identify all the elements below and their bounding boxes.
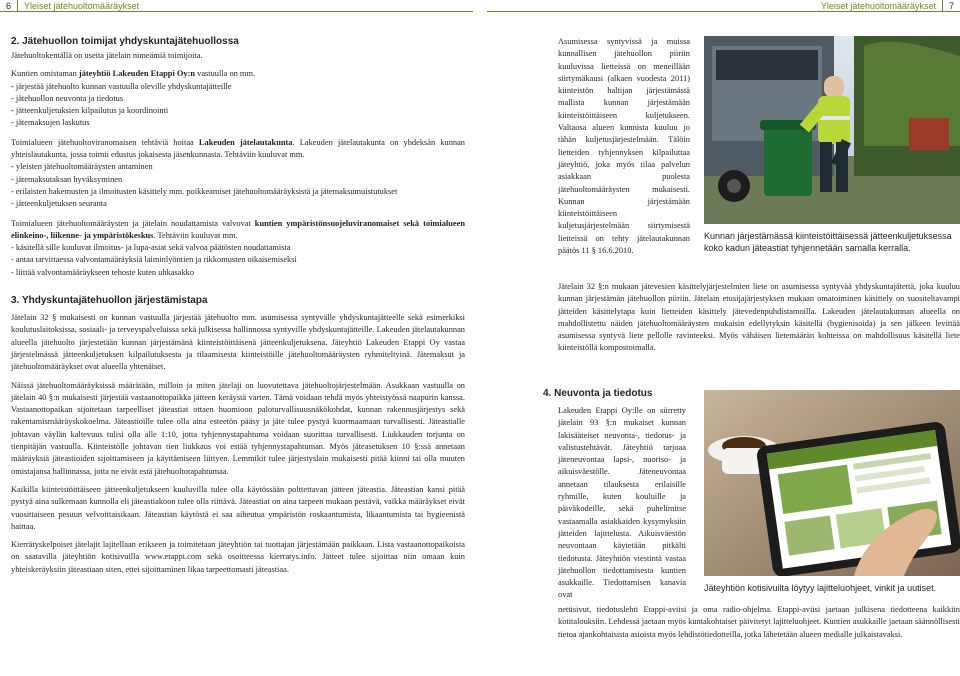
section-3-paragraph-4: Kierrätyskelpoiset jätelajit lajitellaan erikseen ja toimitetaan jäteyhtiön tai tuottajan järjestämään paikkaan. Lista vastaanottopaikoista on saatavilla jäteyhtiön kotisivuilla www.etappi.com sekä osoitteessa kierratys.info. Jätteet tulee sijoittaa niin omaan kuin yhteiskeräyksiin jäteastiaan siten, ettei sijoittaminen likaa tarpeettomasti jäteastiaa. <box>11 540 465 574</box>
list-item: - jätteenkuljetuksen seuranta <box>11 199 107 209</box>
list-item: - käsitellä sille kuuluvat ilmoitus- ja lupa-asiat sekä valvoa päätösten noudattamista <box>11 243 291 253</box>
liete-transition-paragraph: Asumisessa syntyvissä ja muissa kunnallisen jätehuollon piiriin kuuluvissa lietteissä on meneillään siirtymäkausi (alkaen vuodesta 2011) kiinteistön haltijan järjestämästä mallista kunnan järjestämään kiinteistöittäiseen kuljetukseen. Valtaosa alueen kunnista kuuluu jo tähän kuljetusjärjestelmään. Tälöin lietteiden tyhjennyksen kilpailuttaa jäteyhtiö, joka myös tilaa palvelun asiakkaan puolesta jätehuoltomääräysten mukaisesti. Kunnan järjestämään kiinteistöittäiseen kuljetusjärjestelmään siirtymisestä lietteissä on tehty jätelautakunnan päätös 11 § 16.6.2010. <box>558 37 690 256</box>
right-bottom-block <box>558 604 960 641</box>
section-2-etappi-paragraph: Kuntien omistaman jäteyhtiö Lakeuden Etappi Oy:n vastuulla on mm. <box>11 69 256 79</box>
page-header <box>0 0 960 11</box>
section-2-intro: Jätehuoltokentällä on useita jätelain nimeämiä toimijoita. <box>11 51 203 60</box>
right-full-width-block <box>558 281 960 355</box>
right-narrow-column-top <box>558 36 690 257</box>
left-page-number: 6 <box>6 0 12 11</box>
left-page-column <box>11 36 465 576</box>
etappi-duties-list <box>11 81 465 130</box>
list-item: - liittää valvontamääräykseen tehoste kuten uhkasakko <box>11 267 195 277</box>
list-item: - jätemaksujen laskutus <box>11 118 90 128</box>
garbage-truck-photo <box>704 36 960 224</box>
photo-2-caption: Jäteyhtiön kotisivuilta löytyy lajitteluohjeet, vinkit ja uutiset. <box>704 583 937 593</box>
list-item: - jätemaksutaksan hyväksyminen <box>11 174 123 184</box>
photo-1-caption: Kunnan järjestämässä kiinteistöittäisessä jätteenkuljetuksessa koko kadun jäteastiat tyhjennetään samalla kerralla. <box>704 231 952 253</box>
section-3-heading: 3. Yhdyskuntajätehuollon järjestämistapa <box>11 295 208 307</box>
right-running-title: Yleiset jätehuoltomääräykset <box>820 0 936 11</box>
liete-paragraph: Jätelain 32 §:n mukaan jätevesien käsittelyjärjestelmien liete on asumisessa syntyvää yhdyskuntajätettä, joka kuuluu kunnan järjestämän jätehuollon piiriin. Jätelain etusijajärjestyksen mukaan omatoiminen käsittely on suositeltavampi jätteiden käsittelytapa kuin lietteiden käsittely jätevedenpuhdistamoilla. Lakeuden jätelautakunnan alueella on mahdollistettu näiden jätehuoltomääräysten mukaisin edellytyksin käsitellä (hygienisoida) ja sen jälkeen levittää asumisessa syntyvä liete pellolle ravinteeksi. Myös vähäisen lietemäärän kohteissa on mahdollisuus käsitellä liete kiinteistöllä kompostoimalla. <box>558 282 960 353</box>
valvonta-duties-list <box>11 242 465 279</box>
list-item: - jätteenkuljetuksien kilpailutus ja koordinointi <box>11 106 169 116</box>
left-running-title: Yleiset jätehuoltomääräykset <box>24 0 140 11</box>
section-3-paragraph-2: Näissä jätehuoltomääräyksissä määrätään, milloin ja miten jätelaji on luovutettava jätehuoltojärjestelmään. Asukkaan vastuulla on jätelain 40 §:n mukaisesti järjestää vastaanottopaikka jätteen keräystä varten. Tämä voidaan tehdä myös yhteistyössä naapurin kanssa. Vastaanottopaikan sijoitetaan tarpeelliset jäteastiat ottaen huomioon paloturvallisuusnäkökohdat, kunnan rakennusjärjestys sekä rakentamismääräyskokoelma. Jäteastioille tulee olla aina esteetön pääsy ja jäte tulee pystyä kuormaamaan turvallisesti. Jäteastialle johtavan väylän kaltevuus tulisi olla alle 1:10, jotta tyhjennystapahtuma voidaan suorittaa turvallisesti. Liukkauden torjunta on tienpitäjän vastuulla. Kiinteistölle johtavan tien liukkaus voi estää tyhjennystapahtuman. Myös jäteasetuksen 10 §:ssä annetaan määräyksiä jäteastioiden sijoittamiseen ja käyttämiseen liittyen. Lemmikit tulee järjestyslain mukaisesti pitää kiinni tai olla muuten omistajansa hallinnassa, jotta ne eivät estä jätehuoltotapahtumaa. <box>11 380 465 476</box>
section-2-valvonta-paragraph: Toimialueen jätehuoltomääräysten ja jätelain noudattamista valvovat kuntien ympäristönsuojeluviranomaiset sekä toimialueen elinkeino-, liikenne- ja ympäristökeskus. Tehtäviin kuuluvat mm. <box>11 218 465 240</box>
section-2-heading: 2. Jätehuollon toimijat yhdyskuntajätehuollossa <box>11 36 239 47</box>
left-running-header <box>0 0 145 11</box>
right-narrow-column-bottom <box>558 405 686 602</box>
lautakunta-duties-list <box>11 161 465 210</box>
list-item: - erilaisten hakemusten ja ilmoitusten käsittely mm. poikkeamiset jätehuoltomääräyksistä ja jätemaksumuistutukset <box>11 186 398 196</box>
list-item: - yleisten jätehuoltomääräysten antaminen <box>11 162 153 172</box>
section-4-heading: 4. Neuvonta ja tiedotus <box>543 388 653 399</box>
left-header-rule <box>0 11 473 12</box>
section-3-paragraph-1: Jätelain 32 § mukaisesti on kunnan vastuulla järjestää jätehuolto mm. asumisessa syntyvälle yhdyskuntajätteelle sekä esimerkiksi koulutuslaitoksissa, sosiaali- ja terveyspalveluissa sekä julkisessa hallinnossa syntyville yhdyskuntajätteille. Lakeuden jätelautakunnan alueella jätehuolto järjestetään kunnan järjestämänä kiinteistöittäisenä jätteenkuljetuksena. Jäteyhtiö Lakeuden Etappi Oy vastaa järjestelmässä jätteenkuljetuksen kilpailutuksesta ja tilaamisesta kiinteistöille jätehuoltomääräysten ryhmiteltyinä. Jätemaksut ja jätehuoltomääräykset ovat alueella yhtenäiset. <box>11 313 465 372</box>
neuvonta-continuation: nettisivut, tiedotuslehti Etappi-aviisi ja oma radio-ohjelma. Etappi-aviisi jaetaan julkisena tiedotteena kaikkiin kotitalouksiin. Lehdessä jaetaan myös kuntakohtaiset päivitetyt lajitteluohjeet. Kuntien asukkaille jaetaan säännöllisesti tietoa ajankohtaisista asioista myös lehdistötiedotteilla, jotka lähetetään alueen medialle julkaistavaksi. <box>558 605 960 639</box>
right-page-number: 7 <box>948 0 954 11</box>
list-item: - jätehuollon neuvonta ja tiedotus <box>11 93 124 103</box>
right-header-rule <box>487 11 960 12</box>
list-item: - järjestää jätehuolto kunnan vastuulla oleville yhdyskuntajätteille <box>11 81 232 91</box>
right-running-header <box>815 0 960 11</box>
section-2-lautakunta-paragraph: Toimialueen jätehuoltoviranomaisen tehtäviä hoitaa Lakeuden jätelautakunta. Lakeuden jätelautakunta on yhdeksän kunnan yhteislautakunta, jossa toimii edustus jokaisesta jäsenkunnasta. Tehtäviin kuuluvat mm. <box>11 137 465 160</box>
list-item: - antaa tarvittaessa valvontamääräyksiä laiminlyöntien ja rikkomusten oikaisemiseksi <box>11 255 297 265</box>
tablet-website-photo <box>704 390 960 576</box>
section-3-paragraph-3: Kaikilla kiinteistöittäiseen jätteenkuljetukseen kuuluvilla tulee olla käytössään polttettavan jätteen jäteastia. Jäteastian kansi pitää pystyä aina sulkemaan kunnolla eli jäteastiakoon tulee olla riittävä. Jäteastiat on aina tarpeen mukaan pestävä, vaikka määräykset eivät vuosittaiseen pesuun velvoittaisikaan. Jäteastian käytöstä ei saa aiheutua ympäristön roskaantumista, likaantumista tai hygieenistä haittaa. <box>11 484 465 531</box>
neuvonta-paragraph: Lakeuden Etappi Oy:lle on siirretty jätelain 93 §:n mukaiset kunnan lakisääteiset neuvonta-, tiedotus- ja valistustehtävät. Jäteyhtiö tarjoaa jäteneuvontaa lapsi-, nuoriso- ja aikuisväestölle. Jäteneuvontaa annetaan tilauksesta erilaisille ryhmille, kuten kouluille ja päiväkodeille, sekä puhelimitse vastaamalla asiakkaiden kysymyksiin jätteiden lajittelusta. Aikuisväestön neuvontaan käytetään pitkälti tiedotusta. Jäteyhtiön viestintä vastaa jätehuollon tiedottamisesta kuntien asukkaille. Tiedottamisen kanavia ovat <box>558 406 686 600</box>
